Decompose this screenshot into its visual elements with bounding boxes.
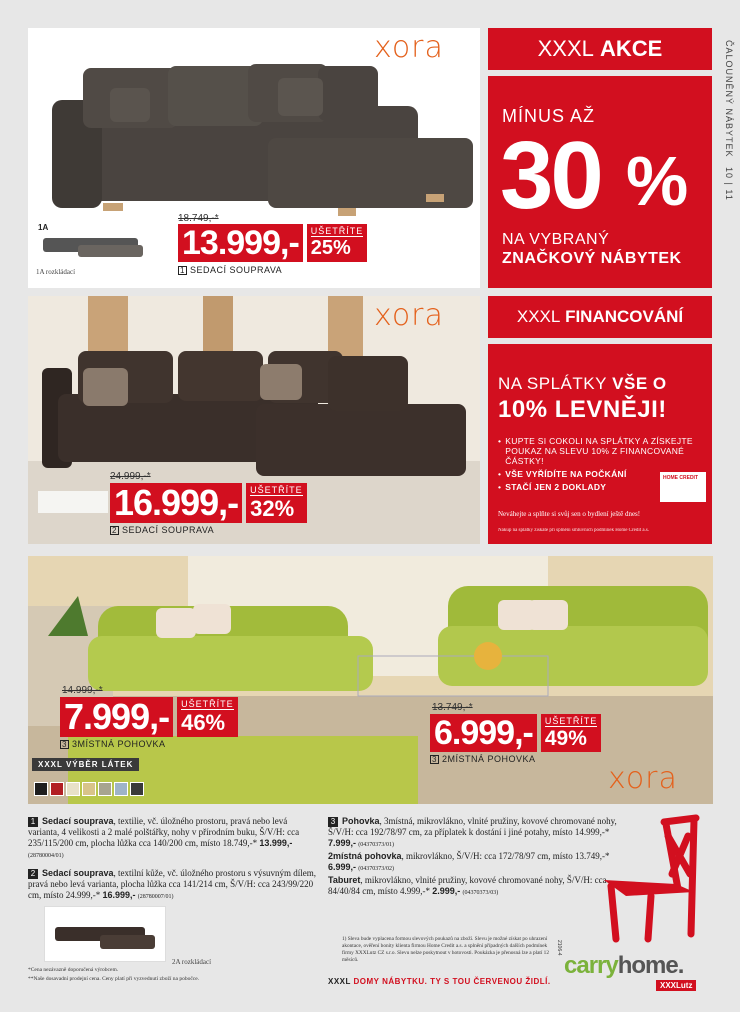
desc-price: 16.999,- xyxy=(102,890,136,900)
financing-box xyxy=(488,344,712,544)
savings-percent: 25% xyxy=(310,237,351,259)
financing-headline-2: 10% LEVNĚJI! xyxy=(498,396,667,423)
savings-percent: 46% xyxy=(181,709,226,735)
akce-percent-sign: % xyxy=(626,142,689,220)
side-label-text: ČALOUNĚNÝ NÁBYTEK xyxy=(724,40,734,158)
fabric-swatches xyxy=(34,782,144,796)
footnote-star-2: **Naše dosavadní prodejní cena. Ceny platí při vyzvednutí zboží na pobočce. xyxy=(28,976,200,982)
product-number: 1 xyxy=(178,266,187,275)
product-caption xyxy=(60,739,166,749)
akce-line-2: ZNAČKOVÝ NÁBYTEK xyxy=(502,250,682,267)
variant-caption-1a: 1A rozkládací xyxy=(36,268,76,276)
caption-text: SEDACÍ SOUPRAVA xyxy=(190,265,283,275)
product-caption xyxy=(110,525,214,535)
logo-carry: carry xyxy=(564,952,618,979)
variant-tag-1a: 1A xyxy=(38,223,49,232)
fabric-swatch xyxy=(130,782,144,796)
akce-title-bar xyxy=(488,28,712,70)
logo-home: home. xyxy=(617,952,684,979)
desc-number: 1 xyxy=(28,817,38,827)
financing-headline-a: NA SPLÁTKY xyxy=(498,374,607,393)
old-price: 24.999,-* xyxy=(110,471,151,482)
desc-number: 3 xyxy=(328,817,338,827)
product-description-3 xyxy=(328,816,618,899)
caption-text: 2MÍSTNÁ POHOVKA xyxy=(442,754,536,764)
desc-title: 2místná pohovka xyxy=(328,851,402,861)
desc-code: (28780004/01) xyxy=(28,853,64,859)
brand-logo: xora xyxy=(374,298,444,333)
caption-text: 3MÍSTNÁ POHOVKA xyxy=(72,739,166,749)
akce-big-number: 30 xyxy=(500,122,601,229)
desc-text: , 3místná, mikrovlákno, vlnité pružiny, kovové chromované nohy, Š/V/H: cca 192/78/97 cm, za příplatek k dostání i jiné potahy, místo 14.999,-* xyxy=(328,816,617,837)
savings-badge xyxy=(541,714,602,752)
fabric-swatch xyxy=(50,782,64,796)
savings-label: UŠETŘÍTE xyxy=(181,698,234,709)
product-number: 3 xyxy=(60,740,69,749)
caption-text: SEDACÍ SOUPRAVA xyxy=(122,525,215,535)
financing-headline-b: VŠE O xyxy=(612,374,667,393)
product-description-2 xyxy=(28,868,318,903)
old-price: 18.749,-* xyxy=(178,213,219,224)
savings-badge xyxy=(246,483,307,523)
desc-title: Sedací souprava xyxy=(42,816,114,826)
footnote-financing: 1) Sleva bude vyplacena formou slevových poukazů na zboží. Slevu je možné získat po uhrazení akontace, ověření bonity klienta firmou Home Credit a.s. a splnění případných dalších podmínek firmy XXXLutz CZ s.r.o. Slevu nelze poskytnout v hotovosti. Poukázka je přenosná lze a platí 12 měsíců. xyxy=(342,936,549,963)
savings-percent: 32% xyxy=(250,495,295,521)
product-description-1 xyxy=(28,816,318,862)
product-panel-1 xyxy=(28,28,480,288)
price-tag xyxy=(110,483,307,523)
financing-title-light: XXXL xyxy=(516,307,561,326)
financing-bullet-1: KUPTE SI COKOLI NA SPLÁTKY A ZÍSKEJTE POUKAZ NA SLEVU 10% Z FINANCOVANÉ ČÁSTKY! xyxy=(505,436,693,466)
desc-title: Sedací souprava xyxy=(42,868,114,878)
fabric-swatch xyxy=(66,782,80,796)
desc-text: , textilie, vč. úložného prostoru, pravá nebo levá varianta, 4 velikosti a 2 malé polštářky, nohy v přírodním buku, Š/V/H: cca 235/115/200 cm, plocha lůžka cca 140/200 cm, místo 18.749,-* xyxy=(28,816,300,848)
old-price: 14.999,-* xyxy=(62,685,103,696)
brand-logo: xora xyxy=(608,761,678,796)
akce-discount-box xyxy=(488,76,712,288)
savings-label: UŠETŘÍTE xyxy=(544,715,598,726)
fabric-swatch xyxy=(34,782,48,796)
sofa-bed-thumbnail-2a xyxy=(44,906,166,962)
price-tag xyxy=(60,697,238,737)
savings-badge xyxy=(307,224,368,262)
product-caption xyxy=(178,265,282,275)
variant-caption-2a: 2A rozkládací xyxy=(172,958,212,966)
fabric-swatch xyxy=(114,782,128,796)
desc-price: 13.999,- xyxy=(259,838,293,848)
financing-title-bold: FINANCOVÁNÍ xyxy=(565,307,684,326)
akce-line-1: NA VYBRANÝ xyxy=(502,231,610,248)
desc-number: 2 xyxy=(28,869,38,879)
financing-small-print: Nákup na splátky získáte při splnění smluvních podmínek Home Credit a.s. xyxy=(498,528,650,533)
price-tag xyxy=(178,224,367,262)
desc-text: , mikrovlákno, vlnité pružiny, kovové chromované nohy, Š/V/H: cca 84/40/84 cm, místo 4.999,-* xyxy=(328,875,607,896)
desc-title: Taburet xyxy=(328,875,361,885)
desc-text: , textilní kůže, vč. úložného prostoru s výsuvným dílem, pravá nebo levá varianta, plocha lůžka cca 141/214 cm, Š/V/H: cca 243/99/220 cm, místo 24.999,-* xyxy=(28,868,317,900)
side-code: 2106-4 xyxy=(556,940,562,956)
old-price: 13.749,-* xyxy=(432,702,473,713)
financing-tagline: Neváhejte a splňte si svůj sen o bydlení ještě dnes! xyxy=(498,510,641,518)
desc-price: 7.999,- xyxy=(328,838,357,848)
akce-minus-text: MÍNUS AŽ xyxy=(502,106,596,126)
savings-label: UŠETŘÍTE xyxy=(250,484,303,495)
slogan xyxy=(328,977,551,986)
home-credit-logo xyxy=(660,472,706,502)
financing-bullets: • KUPTE SI COKOLI NA SPLÁTKY A ZÍSKEJTE POUKAZ NA SLEVU 10% Z FINANCOVANÉ ČÁSTKY! • VŠE VYŘÍDÍTE NA POČKÁNÍ • STAČÍ JEN 2 DOKLADY xyxy=(498,436,708,492)
home-credit-logo-text: HOME CREDIT xyxy=(663,475,698,481)
product-number: 2 xyxy=(110,526,119,535)
product-panel-3 xyxy=(28,556,713,804)
desc-title: Pohovka xyxy=(342,816,380,826)
savings-badge xyxy=(177,697,238,737)
xxxlutz-logo: XXXLutz xyxy=(656,980,696,991)
brand-logo: xora xyxy=(374,30,444,65)
akce-title-light: XXXL xyxy=(537,36,594,61)
slogan-text: DOMY NÁBYTKU. TY S TOU ČERVENOU ŽIDLÍ. xyxy=(353,977,551,986)
desc-code: (28780007/01) xyxy=(137,894,174,900)
carryhome-logo xyxy=(564,954,683,978)
current-price: 7.999,- xyxy=(60,697,173,737)
product-number: 3 xyxy=(430,755,439,764)
desc-code: (04370373/01) xyxy=(358,842,394,848)
current-price: 6.999,- xyxy=(430,714,537,752)
current-price: 13.999,- xyxy=(178,224,303,262)
product-panel-2 xyxy=(28,296,480,544)
savings-label: UŠETŘÍTE xyxy=(310,226,364,236)
section-side-label xyxy=(716,40,734,240)
desc-code: (04370373/02) xyxy=(358,866,394,872)
fabric-swatch xyxy=(98,782,112,796)
financing-title-bar xyxy=(488,296,712,338)
savings-percent: 49% xyxy=(544,726,587,750)
page-number: 10 | 11 xyxy=(724,167,734,201)
desc-text: , mikrovlákno, Š/V/H: cca 172/78/97 cm, místo 13.749,-* xyxy=(401,851,610,861)
sofa-bed-thumbnail xyxy=(38,233,148,263)
financing-bullet-2: VŠE VYŘÍDÍTE NA POČKÁNÍ xyxy=(505,469,627,479)
corner-sofa-image xyxy=(28,28,480,248)
desc-code: (04370373/03) xyxy=(462,890,499,896)
desc-price: 2.999,- xyxy=(432,886,461,896)
slogan-xxxl: XXXL xyxy=(328,977,351,986)
financing-bullet-3: STAČÍ JEN 2 DOKLADY xyxy=(505,482,607,492)
product-caption xyxy=(430,754,536,764)
red-chair-icon xyxy=(596,814,706,944)
fabric-selection-label: XXXL VÝBĚR LÁTEK xyxy=(32,758,139,771)
akce-title-bold: AKCE xyxy=(600,36,663,61)
desc-price: 6.999,- xyxy=(328,862,357,872)
price-tag xyxy=(430,714,601,752)
footnote-star-1: *Cena nezávazně doporučená výrobcem. xyxy=(28,967,119,973)
fabric-swatch xyxy=(82,782,96,796)
current-price: 16.999,- xyxy=(110,483,242,523)
